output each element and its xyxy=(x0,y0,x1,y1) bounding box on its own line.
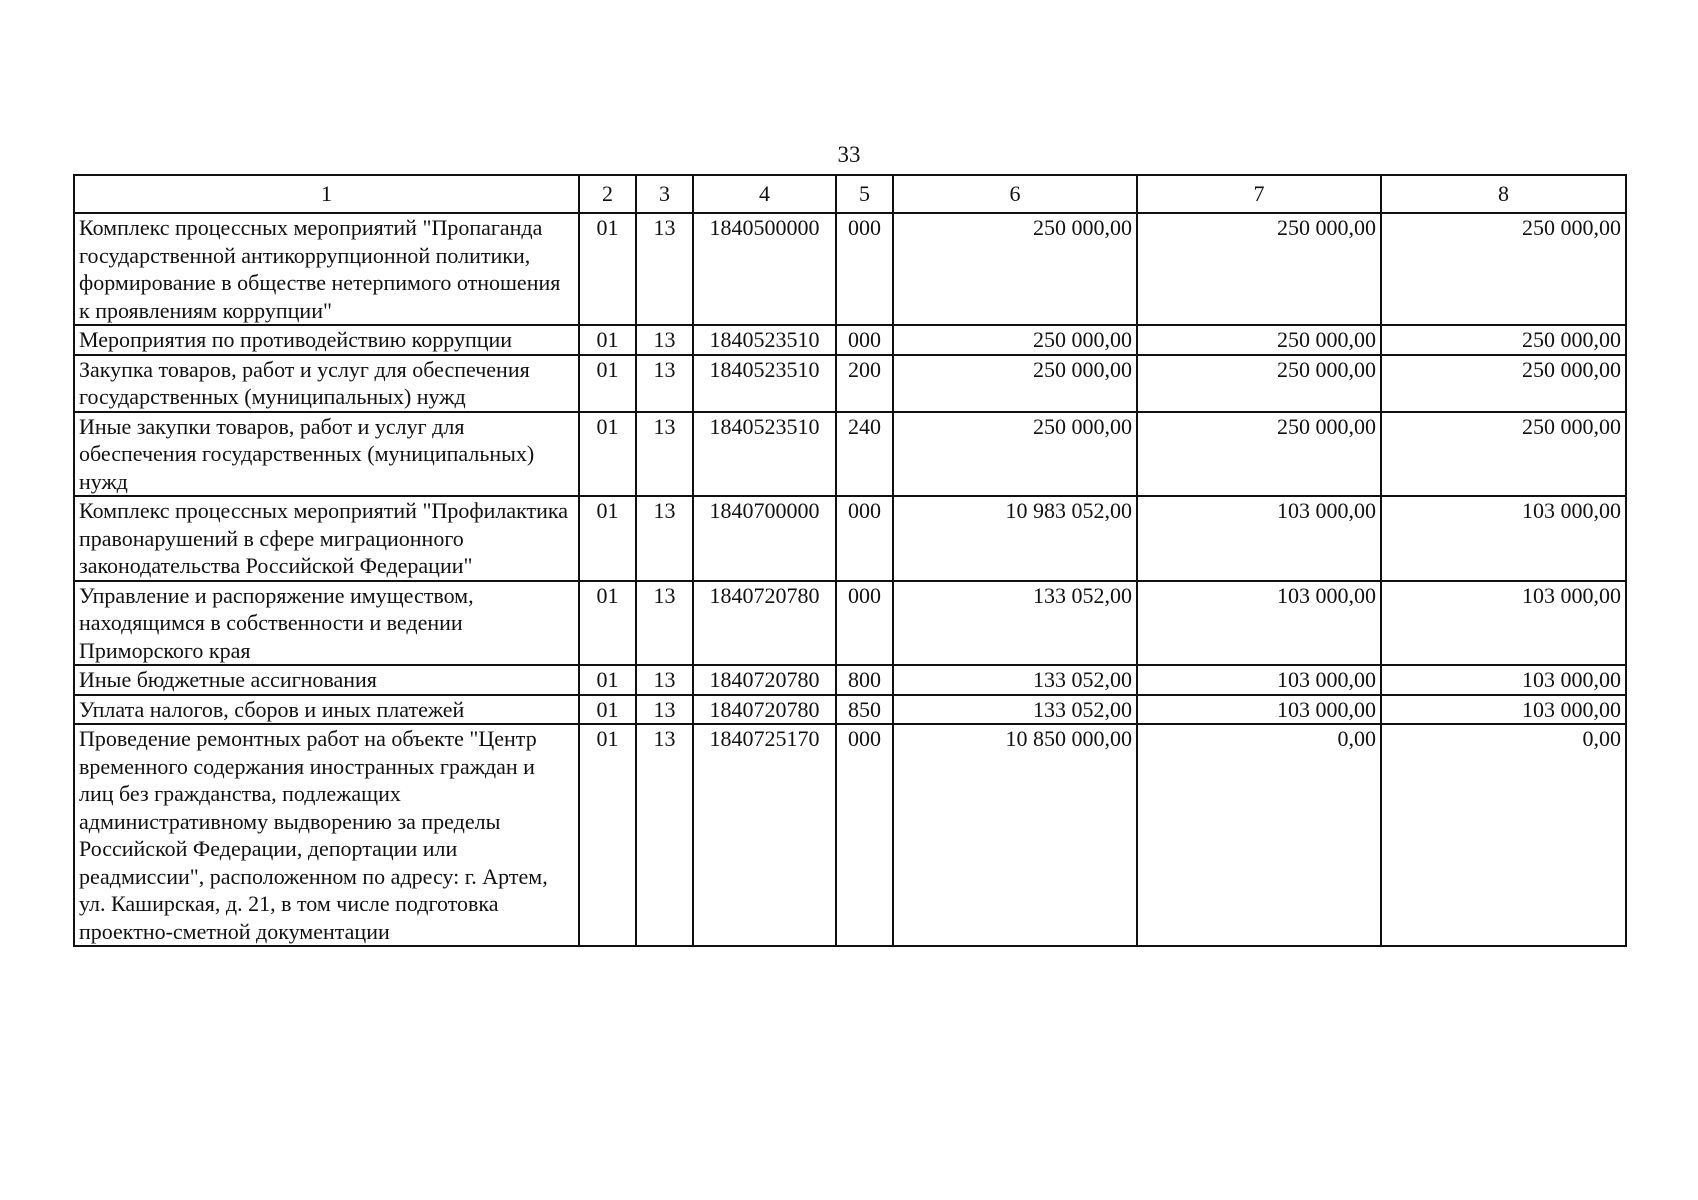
table-row xyxy=(74,412,1626,497)
row-section-code: 01 xyxy=(579,724,636,946)
row-amount-col6: 10 983 052,00 xyxy=(893,496,1137,581)
row-section-code: 01 xyxy=(579,665,636,695)
row-expense-type: 000 xyxy=(836,496,893,581)
row-section-code: 01 xyxy=(579,412,636,497)
row-section-code: 01 xyxy=(579,581,636,666)
row-subsection-code: 13 xyxy=(636,581,693,666)
row-name: Закупка товаров, работ и услуг для обеспечения государственных (муниципальных) нужд xyxy=(74,355,579,412)
row-amount-col8: 103 000,00 xyxy=(1381,496,1626,581)
row-expense-type: 000 xyxy=(836,325,893,355)
column-header-8: 8 xyxy=(1381,175,1626,213)
table-row xyxy=(74,213,1626,325)
row-target-article: 1840523510 xyxy=(693,325,836,355)
row-expense-type: 200 xyxy=(836,355,893,412)
row-subsection-code: 13 xyxy=(636,355,693,412)
column-header-4: 4 xyxy=(693,175,836,213)
row-name: Иные бюджетные ассигнования xyxy=(74,665,579,695)
row-target-article: 1840725170 xyxy=(693,724,836,946)
row-amount-col7: 250 000,00 xyxy=(1137,412,1381,497)
row-name: Проведение ремонтных работ на объекте "Центр временного содержания иностранных граждан и лиц без гражданства, подлежащих административному выдворению за пределы Российской Федерации, депортации или реадмиссии", расположенном по адресу: г. Артем, ул. Каширская, д. 21, в том числе подготовка проектно-сметной документации xyxy=(74,724,579,946)
row-name: Комплекс процессных мероприятий "Пропаганда государственной антикоррупционной политики, формирование в обществе нетерпимого отношения к проявлениям коррупции" xyxy=(74,213,579,325)
row-target-article: 1840523510 xyxy=(693,412,836,497)
row-target-article: 1840700000 xyxy=(693,496,836,581)
row-amount-col8: 250 000,00 xyxy=(1381,412,1626,497)
header-row xyxy=(74,175,1626,213)
row-target-article: 1840523510 xyxy=(693,355,836,412)
row-amount-col8: 103 000,00 xyxy=(1381,695,1626,725)
row-section-code: 01 xyxy=(579,355,636,412)
row-subsection-code: 13 xyxy=(636,496,693,581)
table-row xyxy=(74,355,1626,412)
row-amount-col7: 103 000,00 xyxy=(1137,496,1381,581)
row-amount-col7: 250 000,00 xyxy=(1137,325,1381,355)
row-amount-col7: 103 000,00 xyxy=(1137,695,1381,725)
row-target-article: 1840720780 xyxy=(693,581,836,666)
table-row xyxy=(74,325,1626,355)
row-amount-col6: 250 000,00 xyxy=(893,355,1137,412)
row-amount-col6: 133 052,00 xyxy=(893,695,1137,725)
row-subsection-code: 13 xyxy=(636,695,693,725)
row-section-code: 01 xyxy=(579,325,636,355)
row-amount-col8: 0,00 xyxy=(1381,724,1626,946)
row-expense-type: 800 xyxy=(836,665,893,695)
row-expense-type: 000 xyxy=(836,581,893,666)
row-section-code: 01 xyxy=(579,213,636,325)
table-row xyxy=(74,581,1626,666)
row-name: Иные закупки товаров, работ и услуг для обеспечения государственных (муниципальных) нужд xyxy=(74,412,579,497)
row-target-article: 1840720780 xyxy=(693,665,836,695)
table-row xyxy=(74,724,1626,946)
column-header-5: 5 xyxy=(836,175,893,213)
row-amount-col8: 250 000,00 xyxy=(1381,213,1626,325)
column-header-2: 2 xyxy=(579,175,636,213)
row-expense-type: 000 xyxy=(836,724,893,946)
row-amount-col6: 250 000,00 xyxy=(893,412,1137,497)
row-expense-type: 000 xyxy=(836,213,893,325)
table-row xyxy=(74,695,1626,725)
row-target-article: 1840720780 xyxy=(693,695,836,725)
column-header-1: 1 xyxy=(74,175,579,213)
row-amount-col8: 103 000,00 xyxy=(1381,665,1626,695)
row-expense-type: 240 xyxy=(836,412,893,497)
row-subsection-code: 13 xyxy=(636,412,693,497)
column-header-3: 3 xyxy=(636,175,693,213)
row-amount-col7: 250 000,00 xyxy=(1137,213,1381,325)
column-header-6: 6 xyxy=(893,175,1137,213)
table-row xyxy=(74,665,1626,695)
row-amount-col6: 133 052,00 xyxy=(893,665,1137,695)
row-section-code: 01 xyxy=(579,496,636,581)
row-amount-col6: 10 850 000,00 xyxy=(893,724,1137,946)
row-amount-col8: 103 000,00 xyxy=(1381,581,1626,666)
row-name: Комплекс процессных мероприятий "Профилактика правонарушений в сфере миграционного законодательства Российской Федерации" xyxy=(74,496,579,581)
row-amount-col6: 250 000,00 xyxy=(893,325,1137,355)
row-amount-col7: 0,00 xyxy=(1137,724,1381,946)
page-number: 33 xyxy=(837,142,861,167)
row-amount-col7: 250 000,00 xyxy=(1137,355,1381,412)
row-amount-col7: 103 000,00 xyxy=(1137,581,1381,666)
row-name: Уплата налогов, сборов и иных платежей xyxy=(74,695,579,725)
row-name: Управление и распоряжение имуществом, находящимся в собственности и ведении Приморского края xyxy=(74,581,579,666)
column-header-7: 7 xyxy=(1137,175,1381,213)
row-subsection-code: 13 xyxy=(636,724,693,946)
row-target-article: 1840500000 xyxy=(693,213,836,325)
row-amount-col8: 250 000,00 xyxy=(1381,355,1626,412)
budget-table xyxy=(73,174,1627,947)
table-row xyxy=(74,496,1626,581)
row-amount-col6: 250 000,00 xyxy=(893,213,1137,325)
row-subsection-code: 13 xyxy=(636,325,693,355)
row-subsection-code: 13 xyxy=(636,213,693,325)
row-amount-col7: 103 000,00 xyxy=(1137,665,1381,695)
row-amount-col6: 133 052,00 xyxy=(893,581,1137,666)
row-subsection-code: 13 xyxy=(636,665,693,695)
row-section-code: 01 xyxy=(579,695,636,725)
row-name: Мероприятия по противодействию коррупции xyxy=(74,325,579,355)
row-amount-col8: 250 000,00 xyxy=(1381,325,1626,355)
row-expense-type: 850 xyxy=(836,695,893,725)
